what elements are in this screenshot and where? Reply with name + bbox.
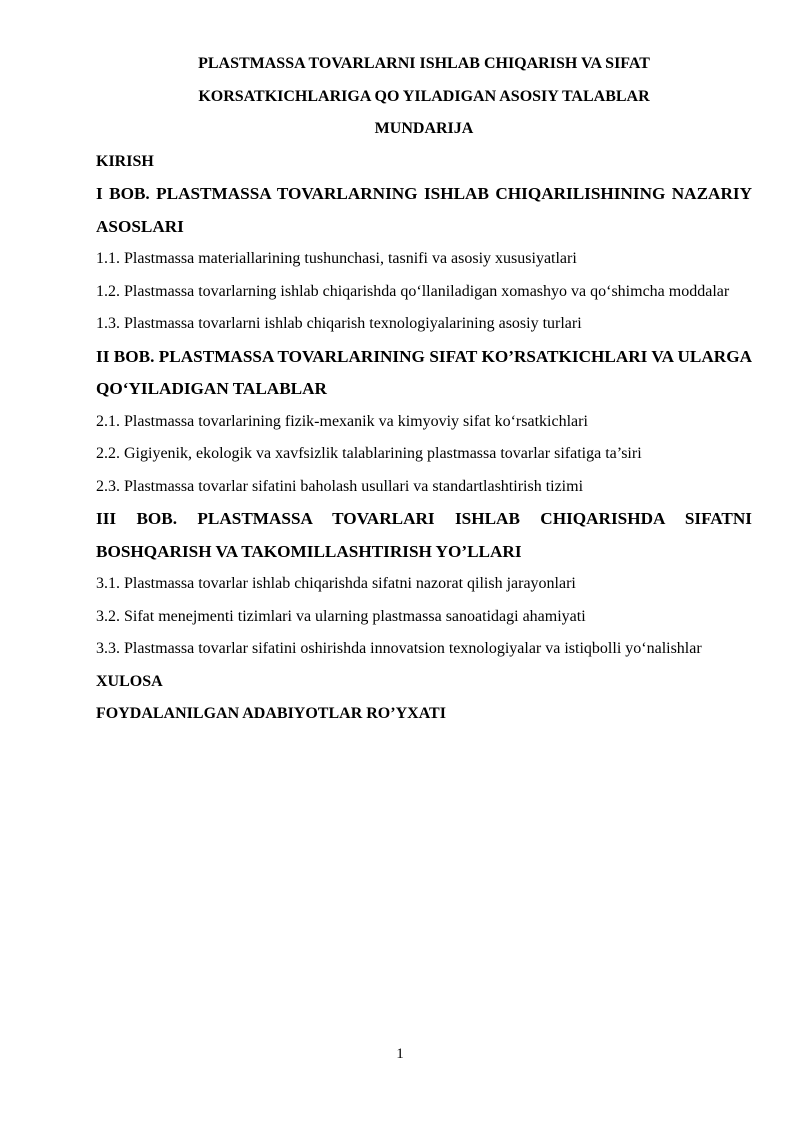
- toc-intro: KIRISH: [96, 152, 154, 170]
- document-title-line-2: KORSATKICHLARIGA QO YILADIGAN ASOSIY TALABLAR: [198, 87, 650, 105]
- toc-item-3-1: 3.1. Plastmassa tovarlar ishlab chiqarishda sifatni nazorat qilish jarayonlari: [96, 575, 576, 592]
- toc-item-1-3: 1.3. Plastmassa tovarlarni ishlab chiqarish texnologiyalarining asosiy turlari: [96, 315, 582, 332]
- page-number: 1: [396, 1046, 404, 1062]
- toc-chapter-3-title: III BOB. PLASTMASSA TOVARLARI ISHLAB CHIQARISHDA SIFATNI BOSHQARISH VA TAKOMILLASHTIRISH YO’LLARI: [96, 509, 752, 561]
- toc-item-1-1: 1.1. Plastmassa materiallarining tushunchasi, tasnifi va asosiy xususiyatlari: [96, 250, 577, 267]
- toc-references: FOYDALANILGAN ADABIYOTLAR RO’YXATI: [96, 705, 446, 722]
- contents-heading: MUNDARIJA: [374, 120, 474, 137]
- document-title-line-1: PLASTMASSA TOVARLARNI ISHLAB CHIQARISH VA SIFAT: [198, 55, 650, 72]
- toc-item-3-3: 3.3. Plastmassa tovarlar sifatini oshirishda innovatsion texnologiyalar va istiqbolli yo‘nalishlar: [96, 640, 702, 657]
- toc-chapter-1-title: I BOB. PLASTMASSA TOVARLARNING ISHLAB CHIQARILISHINING NAZARIY ASOSLARI: [96, 184, 752, 236]
- toc-item-3-2: 3.2. Sifat menejmenti tizimlari va ularning plastmassa sanoatidagi ahamiyati: [96, 607, 586, 625]
- toc-item-2-2: 2.2. Gigiyenik, ekologik va xavfsizlik talablarining plastmassa tovarlar sifatiga ta’siri: [96, 445, 642, 462]
- toc-item-2-3: 2.3. Plastmassa tovarlar sifatini baholash usullari va standartlashtirish tizimi: [96, 477, 584, 495]
- toc-conclusion: XULOSA: [96, 672, 163, 690]
- document-page: [96, 48, 752, 731]
- toc-item-2-1: 2.1. Plastmassa tovarlarining fizik-mexanik va kimyoviy sifat ko‘rsatkichlari: [96, 412, 588, 430]
- toc-chapter-2-title: II BOB. PLASTMASSA TOVARLARINING SIFAT KO’RSATKICHLARI VA ULARGA QO‘YILADIGAN TALABLAR: [96, 346, 752, 398]
- toc-item-1-2: 1.2. Plastmassa tovarlarning ishlab chiqarishda qo‘llaniladigan xomashyo va qo‘shimcha moddalar: [96, 282, 730, 300]
